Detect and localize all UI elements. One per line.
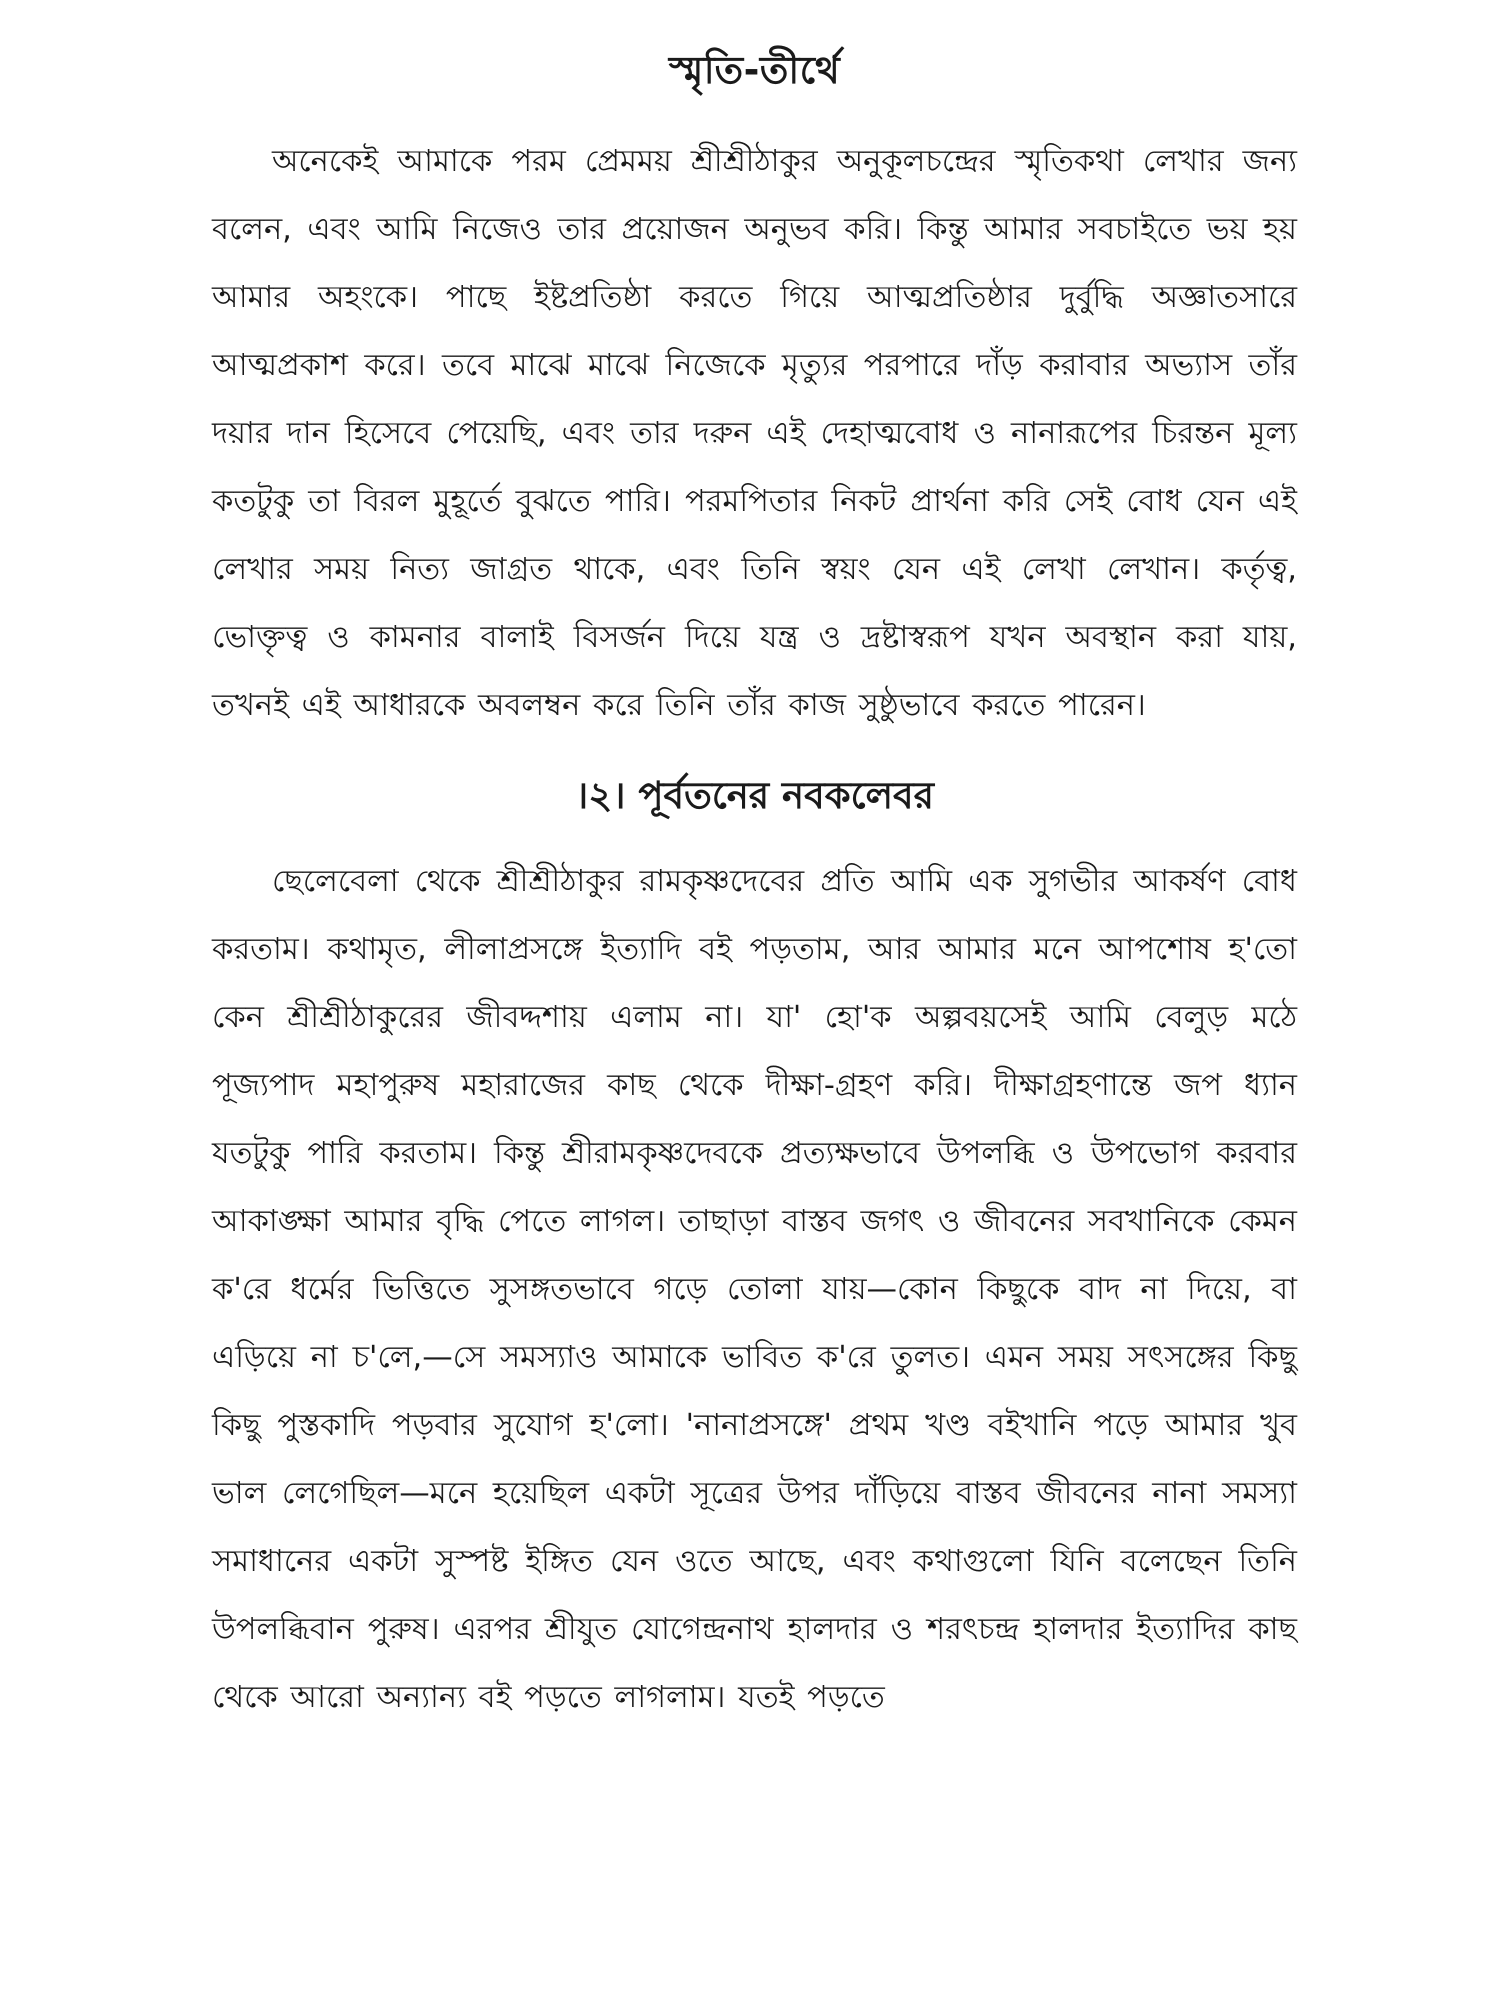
book-page (212, 40, 1297, 1732)
intro-paragraph: অনেকেই আমাকে পরম প্রেমময় শ্রীশ্রীঠাকুর অনুকূলচন্দ্রের স্মৃতিকথা লেখার জন্য বলেন, এবং আমি নিজেও তার প্রয়োজন অনুভব করি। কিন্তু আমার সবচাইতে ভয় হয় আমার অহংকে। পাছে ইষ্টপ্রতিষ্ঠা করতে গিয়ে আত্মপ্রতিষ্ঠার দুর্বুদ্ধি অজ্ঞাতসারে আত্মপ্রকাশ করে। তবে মাঝে মাঝে নিজেকে মৃত্যুর পরপারে দাঁড় করাবার অভ্যাস তাঁর দয়ার দান হিসেবে পেয়েছি, এবং তার দরুন এই দেহাত্মবোধ ও নানারূপের চিরন্তন মূল্য কতটুকু তা বিরল মুহূর্তে বুঝতে পারি। পরমপিতার নিকট প্রার্থনা করি সেই বোধ যেন এই লেখার সময় নিত্য জাগ্রত থাকে, এবং তিনি স্বয়ং যেন এই লেখা লেখান। কর্তৃত্ব, ভোক্তৃত্ব ও কামনার বালাই বিসর্জন দিয়ে যন্ত্র ও দ্রষ্টাস্বরূপ যখন অবস্থান করা যায়, তখনই এই আধারকে অবলম্বন করে তিনি তাঁর কাজ সুষ্ঠুভাবে করতে পারেন। (212, 143, 1297, 723)
page-title: স্মৃতি-তীর্থে (668, 48, 841, 92)
section-heading: ।২। পূর্বতনের নবকলেবর (574, 773, 934, 817)
section-paragraph: ছেলেবেলা থেকে শ্রীশ্রীঠাকুর রামকৃষ্ণদেবের প্রতি আমি এক সুগভীর আকর্ষণ বোধ করতাম। কথামৃত, লীলাপ্রসঙ্গে ইত্যাদি বই পড়তাম, আর আমার মনে আপশোষ হ'তো কেন শ্রীশ্রীঠাকুরের জীবদ্দশায় এলাম না। যা' হো'ক অল্পবয়সেই আমি বেলুড় মঠে পূজ্যপাদ মহাপুরুষ মহারাজের কাছ থেকে দীক্ষা-গ্রহণ করি। দীক্ষাগ্রহণান্তে জপ ধ্যান যতটুকু পারি করতাম। কিন্তু শ্রীরামকৃষ্ণদেবকে প্রত্যক্ষভাবে উপলব্ধি ও উপভোগ করবার আকাঙ্ক্ষা আমার বৃদ্ধি পেতে লাগল। তাছাড়া বাস্তব জগৎ ও জীবনের সবখানিকে কেমন ক'রে ধর্মের ভিত্তিতে সুসঙ্গতভাবে গড়ে তোলা যায়—কোন কিছুকে বাদ না দিয়ে, বা এড়িয়ে না চ'লে,—সে সমস্যাও আমাকে ভাবিত ক'রে তুলত। এমন সময় সৎসঙ্গের কিছু কিছু পুস্তকাদি পড়বার সুযোগ হ'লো। 'নানাপ্রসঙ্গে' প্রথম খণ্ড বইখানি পড়ে আমার খুব ভাল লেগেছিল—মনে হয়েছিল একটা সূত্রের উপর দাঁড়িয়ে বাস্তব জীবনের নানা সমস্যা সমাধানের একটা সুস্পষ্ট ইঙ্গিত যেন ওতে আছে, এবং কথাগুলো যিনি বলেছেন তিনি উপলব্ধিবান পুরুষ। এরপর শ্রীযুত যোগেন্দ্রনাথ হালদার ও শরৎচন্দ্র হালদার ইত্যাদির কাছ থেকে আরো অন্যান্য বই পড়তে লাগলাম। যতই পড়তে (212, 863, 1297, 1715)
